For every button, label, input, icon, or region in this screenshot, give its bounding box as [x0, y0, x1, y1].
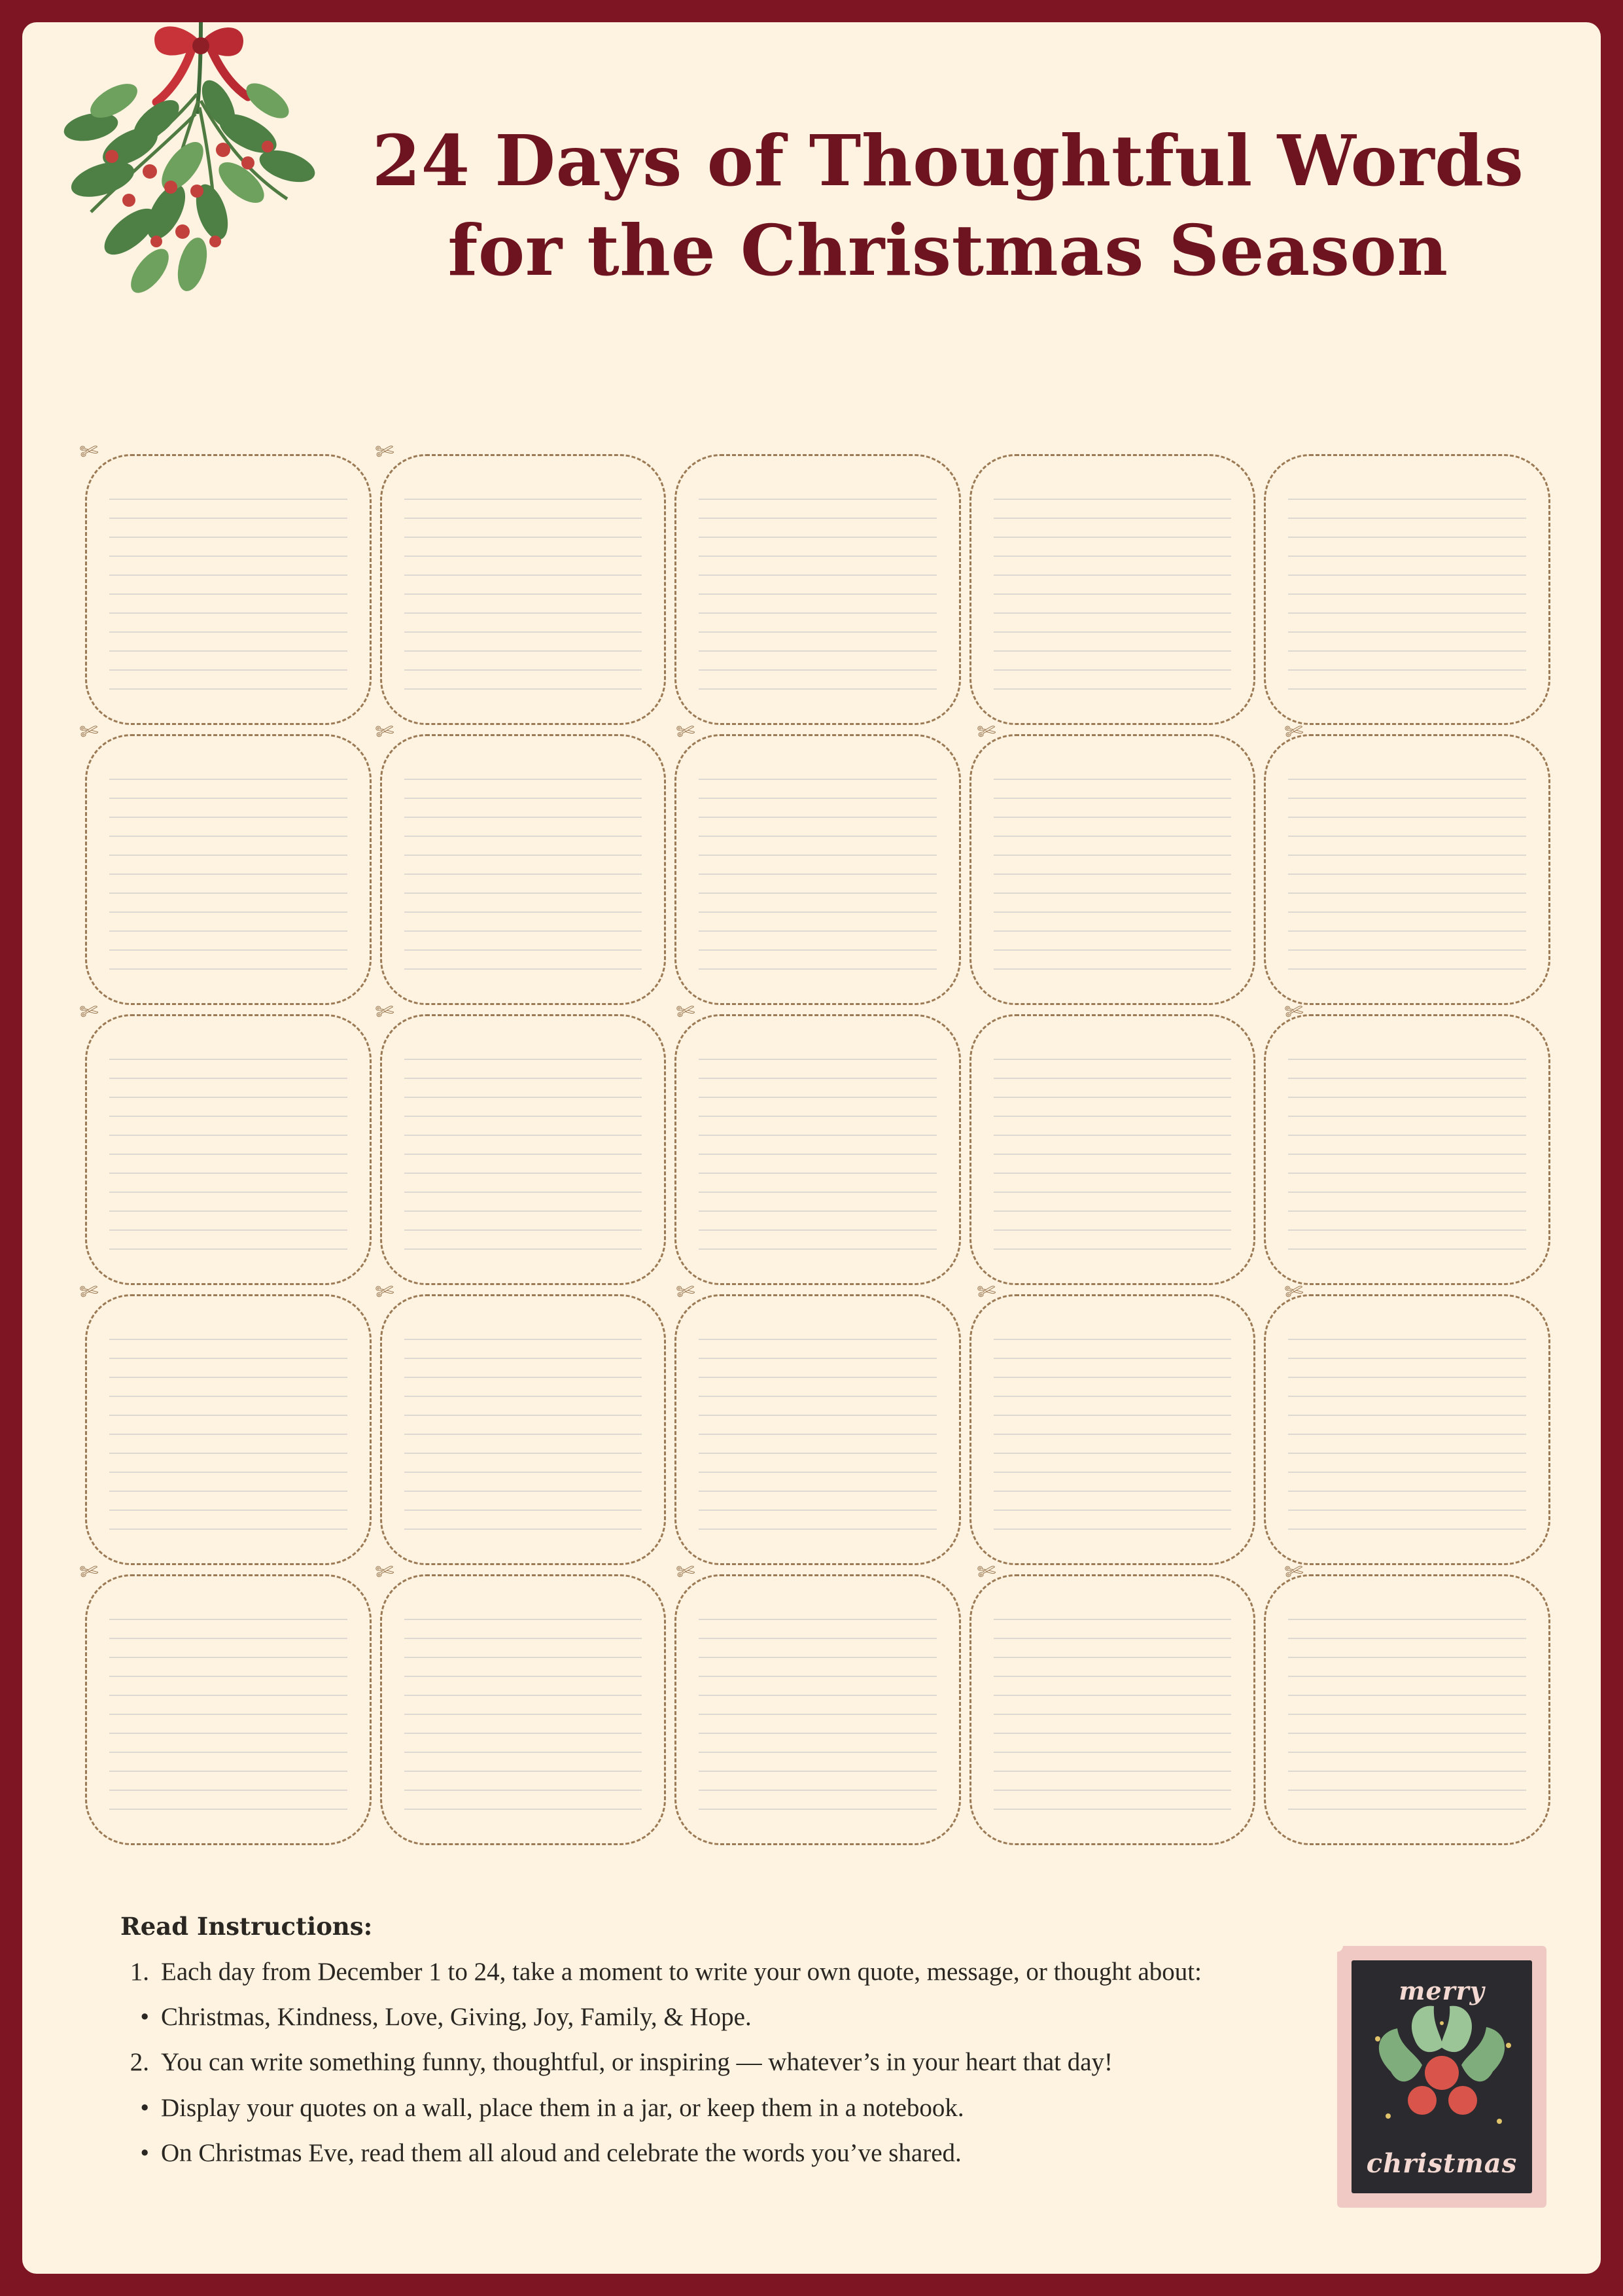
quote-card[interactable] — [674, 734, 961, 1005]
page-title-line-2: for the Christmas Season — [447, 209, 1448, 292]
scissors-icon: ✄ — [1283, 1559, 1305, 1585]
quote-card[interactable] — [380, 1294, 667, 1565]
quote-card-writing-lines — [994, 1321, 1232, 1541]
instructions-heading: Read Instructions: — [120, 1912, 373, 1941]
quote-card-writing-lines — [699, 1321, 937, 1541]
scissors-icon: ✄ — [674, 998, 697, 1025]
quote-card-writing-lines — [404, 761, 642, 981]
instruction-marker: 2. — [130, 2048, 149, 2077]
quote-card-writing-lines — [994, 481, 1232, 701]
quote-card-writing-lines — [109, 481, 347, 701]
quote-card-writing-lines — [994, 1601, 1232, 1821]
quote-card[interactable] — [380, 454, 667, 725]
quote-card[interactable] — [85, 734, 372, 1005]
stamp-artwork — [1352, 1960, 1532, 2193]
instruction-item — [120, 2041, 1344, 2083]
quote-card-writing-lines — [109, 1041, 347, 1261]
quote-card-writing-lines — [109, 1321, 347, 1541]
quote-card[interactable] — [969, 454, 1256, 725]
quote-card-writing-lines — [109, 1601, 347, 1821]
quote-card-writing-lines — [404, 1601, 642, 1821]
quote-card-writing-lines — [699, 761, 937, 981]
quote-card[interactable] — [1264, 1294, 1550, 1565]
quote-card[interactable] — [380, 1574, 667, 1845]
quote-card[interactable] — [674, 1294, 961, 1565]
printable-page — [22, 22, 1601, 2274]
scissors-icon: ✄ — [374, 1279, 396, 1305]
quote-card-writing-lines — [1288, 1041, 1526, 1261]
quote-card-writing-lines — [994, 1041, 1232, 1261]
instruction-text: On Christmas Eve, read them all aloud and celebrate the words you’ve shared. — [161, 2138, 962, 2167]
mistletoe-icon — [52, 22, 353, 356]
stamp-bottom-text: christmas — [1366, 2148, 1518, 2179]
scissors-icon: ✄ — [78, 1279, 100, 1305]
quote-card[interactable] — [85, 1574, 372, 1845]
scissors-icon: ✄ — [674, 1279, 697, 1305]
quote-card-writing-lines — [994, 761, 1232, 981]
scissors-icon: ✄ — [975, 1559, 998, 1585]
instruction-item — [120, 1996, 1344, 2038]
quote-card-writing-lines — [1288, 761, 1526, 981]
quote-card-writing-lines — [1288, 481, 1526, 701]
instruction-item — [120, 2087, 1344, 2128]
quote-card[interactable] — [85, 1294, 372, 1565]
instruction-text: Christmas, Kindness, Love, Giving, Joy, Family, & Hope. — [161, 2003, 752, 2032]
scissors-icon: ✄ — [674, 718, 697, 745]
quote-card[interactable] — [1264, 1574, 1550, 1845]
quote-card-writing-lines — [404, 481, 642, 701]
quote-card[interactable] — [85, 454, 372, 725]
christmas-stamp — [1337, 1946, 1546, 2208]
instruction-marker: • — [140, 2003, 149, 2032]
instruction-text: Display your quotes on a wall, place them in a jar, or keep them in a notebook. — [161, 2093, 964, 2122]
quote-card-writing-lines — [699, 1041, 937, 1261]
instructions-list — [120, 1951, 1344, 2174]
quote-card[interactable] — [85, 1014, 372, 1285]
instruction-marker: • — [140, 2138, 149, 2167]
quote-card-writing-lines — [1288, 1321, 1526, 1541]
instruction-text: You can write something funny, thoughtful, or inspiring — whatever’s in your heart that day! — [161, 2048, 1113, 2077]
scissors-icon: ✄ — [374, 998, 396, 1025]
stamp-top-text: merry — [1399, 1976, 1485, 2005]
instruction-item — [120, 2132, 1344, 2174]
page-title-line-1: 24 Days of Thoughtful Words — [372, 120, 1524, 202]
page-title — [349, 117, 1546, 296]
quote-card-grid — [85, 454, 1550, 1845]
scissors-icon: ✄ — [374, 718, 396, 745]
quote-card[interactable] — [969, 1294, 1256, 1565]
quote-card[interactable] — [969, 734, 1256, 1005]
quote-card[interactable] — [1264, 1014, 1550, 1285]
scissors-icon: ✄ — [975, 1279, 998, 1305]
instructions-section — [120, 1912, 1344, 2178]
scissors-icon: ✄ — [1283, 1279, 1305, 1305]
quote-card[interactable] — [674, 454, 961, 725]
instruction-text: Each day from December 1 to 24, take a moment to write your own quote, message, or thought about: — [161, 1958, 1202, 1986]
scissors-icon: ✄ — [78, 1559, 100, 1585]
quote-card-writing-lines — [404, 1321, 642, 1541]
scissors-icon: ✄ — [78, 438, 100, 465]
scissors-icon: ✄ — [1283, 998, 1305, 1025]
quote-card[interactable] — [674, 1014, 961, 1285]
scissors-icon: ✄ — [1283, 718, 1305, 745]
quote-card-writing-lines — [404, 1041, 642, 1261]
quote-card-writing-lines — [699, 481, 937, 701]
quote-card[interactable] — [1264, 454, 1550, 725]
quote-card[interactable] — [380, 1014, 667, 1285]
quote-card-writing-lines — [109, 761, 347, 981]
quote-card[interactable] — [969, 1574, 1256, 1845]
scissors-icon: ✄ — [78, 718, 100, 745]
quote-card-writing-lines — [1288, 1601, 1526, 1821]
scissors-icon: ✄ — [374, 438, 396, 465]
instruction-marker: 1. — [130, 1958, 149, 1986]
page-header — [22, 22, 1601, 408]
quote-card[interactable] — [969, 1014, 1256, 1285]
scissors-icon: ✄ — [674, 1559, 697, 1585]
quote-card[interactable] — [1264, 734, 1550, 1005]
quote-card[interactable] — [674, 1574, 961, 1845]
scissors-icon: ✄ — [374, 1559, 396, 1585]
quote-card-writing-lines — [699, 1601, 937, 1821]
scissors-icon: ✄ — [975, 718, 998, 745]
scissors-icon: ✄ — [78, 998, 100, 1025]
instruction-marker: • — [140, 2093, 149, 2122]
quote-card[interactable] — [380, 734, 667, 1005]
instruction-item — [120, 1951, 1344, 1992]
